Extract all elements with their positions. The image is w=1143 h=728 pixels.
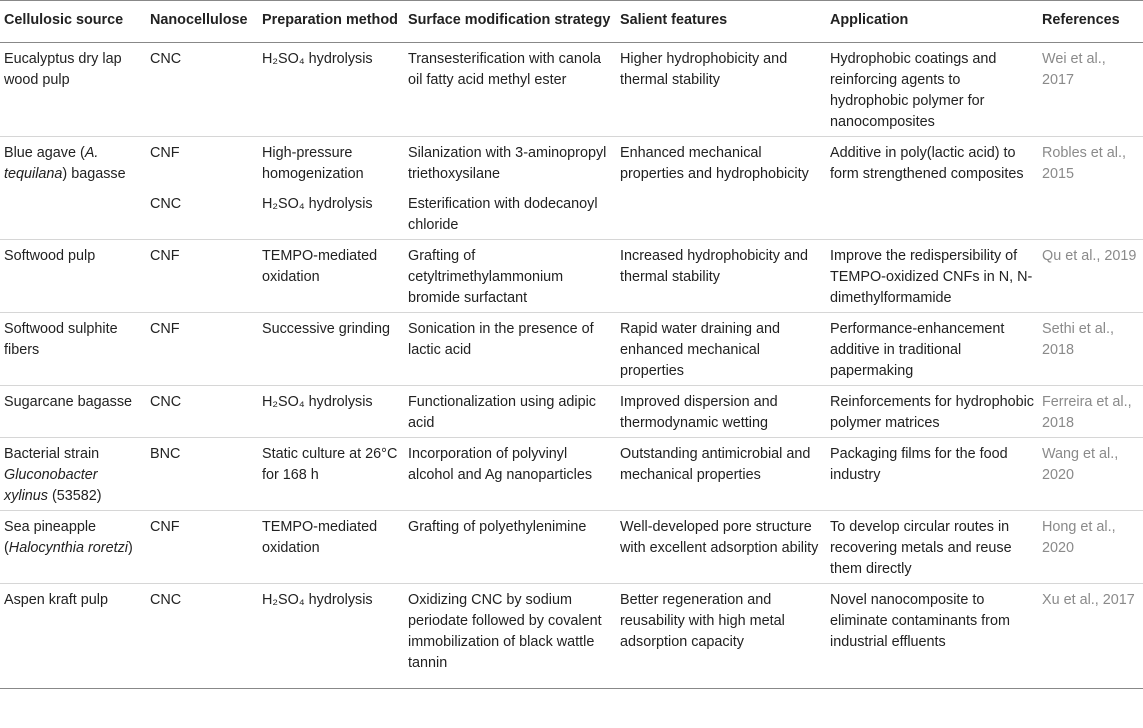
- cell-modification: Grafting of cetyltrimethylammonium bromide surfactant: [404, 240, 616, 313]
- cell-reference-link[interactable]: Robles et al., 2015: [1038, 137, 1143, 189]
- source-text: (53582): [48, 488, 102, 504]
- table-row: [0, 584, 1143, 689]
- table-row: [0, 137, 1143, 189]
- header-references: References: [1042, 12, 1120, 28]
- table-row: [0, 511, 1143, 584]
- header-nanocellulose: Nanocellulose: [150, 12, 248, 28]
- source-text: Bacterial strain: [4, 446, 100, 462]
- cell-method: TEMPO-mediated oxidation: [258, 511, 404, 584]
- species-name: A. tequilana: [4, 145, 99, 182]
- table-row: [0, 313, 1143, 386]
- source-text: Sea pineapple (: [4, 519, 97, 556]
- cell-nanocellulose: CNF: [146, 313, 258, 386]
- header-preparation-method: Preparation method: [262, 12, 398, 28]
- cell-nanocellulose: CNC: [150, 51, 182, 67]
- cell-reference: [1038, 188, 1143, 240]
- species-name: Gluconobacter xylinus: [4, 467, 98, 504]
- table-row: [0, 188, 1143, 240]
- cell-application: Performance-enhancement additive in traditional papermaking: [826, 313, 1038, 386]
- cell-application: [826, 188, 1038, 240]
- cell-features: Increased hydrophobicity and thermal stability: [616, 240, 826, 313]
- cell-source: Softwood sulphite fibers: [0, 313, 146, 386]
- table-row: [0, 438, 1143, 511]
- cell-modification: Grafting of polyethylenimine: [404, 511, 616, 584]
- cell-application: Packaging films for the food industry: [826, 438, 1038, 511]
- cell-method: H₂SO₄ hydrolysis: [258, 584, 404, 689]
- header-application: Application: [830, 12, 909, 28]
- cell-nanocellulose: CNF: [146, 511, 258, 584]
- cell-modification: Incorporation of polyvinyl alcohol and Ag nanoparticles: [404, 438, 616, 511]
- cell-features: Enhanced mechanical properties and hydrophobicity: [616, 137, 826, 189]
- cell-nanocellulose: CNC: [146, 584, 258, 689]
- cell-application: Novel nanocomposite to eliminate contaminants from industrial effluents: [826, 584, 1038, 689]
- cell-source: Aspen kraft pulp: [0, 584, 146, 689]
- cell-nanocellulose: CNC: [150, 196, 182, 212]
- cell-features: Improved dispersion and thermodynamic wetting: [616, 386, 826, 438]
- table-body: [0, 43, 1143, 689]
- cell-reference-link[interactable]: Hong et al., 2020: [1038, 511, 1143, 584]
- cell-features: Outstanding antimicrobial and mechanical properties: [616, 438, 826, 511]
- cell-application: To develop circular routes in recovering metals and reuse them directly: [826, 511, 1038, 584]
- cell-method: TEMPO-mediated oxidation: [258, 240, 404, 313]
- cell-source: [0, 137, 146, 189]
- source-text: ) bagasse: [62, 166, 126, 182]
- cell-features: Higher hydrophobicity and thermal stability: [620, 51, 788, 88]
- cell-method: Successive grinding: [258, 313, 404, 386]
- cell-method: H₂SO₄ hydrolysis: [258, 386, 404, 438]
- cell-features: [616, 188, 826, 240]
- cell-application: Hydrophobic coatings and reinforcing agents to hydrophobic polymer for nanocomposites: [830, 51, 997, 130]
- table-header: [0, 1, 1143, 43]
- header-salient-features: Salient features: [620, 12, 728, 28]
- cell-nanocellulose: CNF: [146, 240, 258, 313]
- species-name: Halocynthia roretzi: [8, 540, 128, 556]
- cell-features: Rapid water draining and enhanced mechanical properties: [616, 313, 826, 386]
- cell-reference-link[interactable]: Xu et al., 2017: [1038, 584, 1143, 689]
- cell-method: High-pressure homogenization: [258, 137, 404, 189]
- cell-modification: Sonication in the presence of lactic acid: [404, 313, 616, 386]
- cell-nanocellulose: BNC: [146, 438, 258, 511]
- cell-modification: Oxidizing CNC by sodium periodate followed by covalent immobilization of black wattle tannin: [404, 584, 616, 689]
- table-row: [0, 386, 1143, 438]
- header-surface-modification: Surface modification strategy: [408, 12, 611, 28]
- cell-reference-link[interactable]: Ferreira et al., 2018: [1038, 386, 1143, 438]
- header-row: [0, 1, 1143, 43]
- cell-nanocellulose: CNF: [146, 137, 258, 189]
- cell-modification: Functionalization using adipic acid: [404, 386, 616, 438]
- cell-source: [0, 511, 146, 584]
- table-row: [0, 43, 1143, 137]
- cell-modification: Transesterification with canola oil fatty acid methyl ester: [408, 51, 602, 88]
- cell-reference-link[interactable]: Wei et al., 2017: [1042, 51, 1106, 88]
- cell-method: Static culture at 26°C for 168 h: [258, 438, 404, 511]
- cell-reference-link[interactable]: Sethi et al., 2018: [1038, 313, 1143, 386]
- cell-application: Additive in poly(lactic acid) to form strengthened composites: [826, 137, 1038, 189]
- cell-reference-link[interactable]: Qu et al., 2019: [1038, 240, 1143, 313]
- cell-modification: Silanization with 3-aminopropyl triethoxysilane: [404, 137, 616, 189]
- cell-method: H₂SO₄ hydrolysis: [262, 51, 373, 67]
- cell-modification: Esterification with dodecanoyl chloride: [408, 196, 598, 233]
- cell-method: H₂SO₄ hydrolysis: [262, 196, 373, 212]
- cell-application: Improve the redispersibility of TEMPO-oxidized CNFs in N, N-dimethylformamide: [826, 240, 1038, 313]
- cell-features: Better regeneration and reusability with high metal adsorption capacity: [616, 584, 826, 689]
- cell-source: Eucalyptus dry lap wood pulp: [4, 51, 122, 88]
- source-text: Blue agave (: [4, 145, 85, 161]
- source-text: ): [127, 540, 133, 556]
- table-row: [0, 240, 1143, 313]
- cell-nanocellulose: CNC: [146, 386, 258, 438]
- cell-source: Softwood pulp: [0, 240, 146, 313]
- cell-source: Sugarcane bagasse: [0, 386, 146, 438]
- cell-source: [0, 188, 146, 240]
- cell-application: Reinforcements for hydrophobic polymer matrices: [826, 386, 1038, 438]
- cell-features: Well-developed pore structure with excellent adsorption ability: [616, 511, 826, 584]
- header-cellulosic-source: Cellulosic source: [4, 12, 124, 28]
- cell-reference-link[interactable]: Wang et al., 2020: [1038, 438, 1143, 511]
- cell-source: [0, 438, 146, 511]
